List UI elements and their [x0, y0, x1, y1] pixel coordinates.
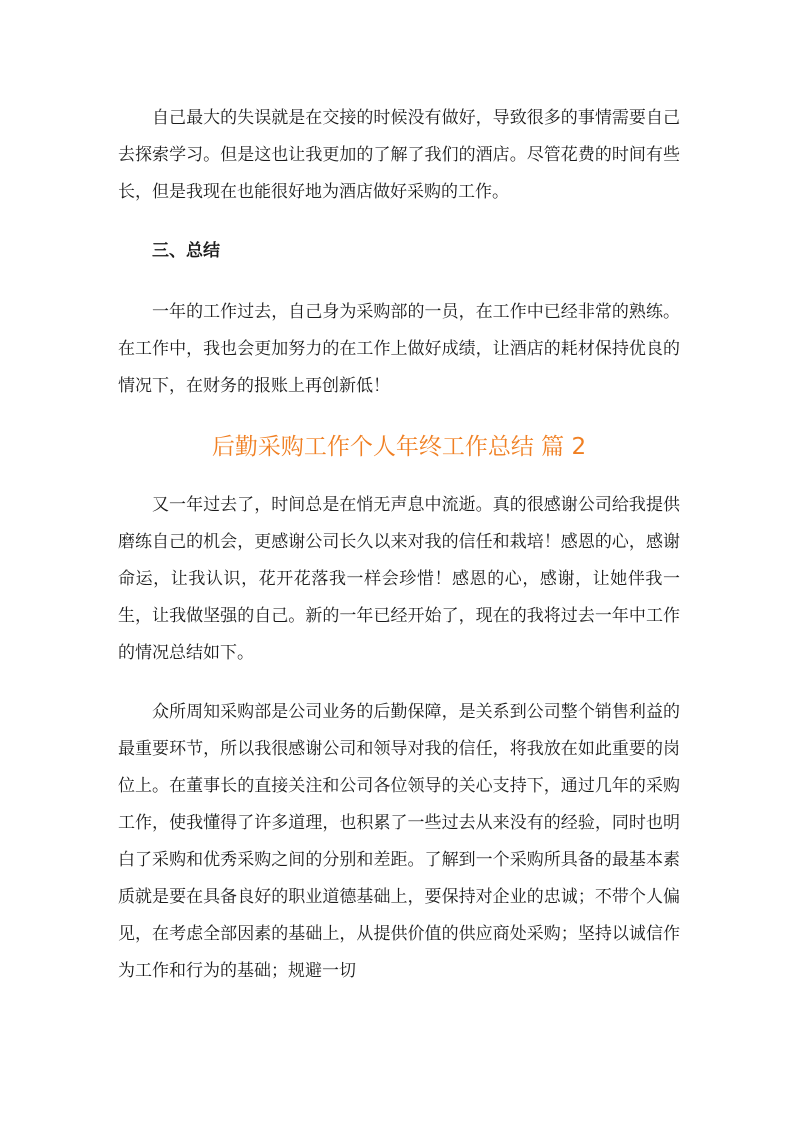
paragraph-lessons: 自己最大的失误就是在交接的时候没有做好，导致很多的事情需要自己去探索学习。但是这也让我更加的了解了我们的酒店。尽管花费的时间有些长，但是我现在也能很好地为酒店做好采购的工作。: [118, 108, 680, 202]
document-body: [118, 100, 680, 1012]
paragraph-procurement: 众所周知采购部是公司业务的后勤保障，是关系到公司整个销售利益的最重要环节，所以我很感谢公司和领导对我的信任，将我放在如此重要的岗位上。在董事长的直接关注和公司各位领导的关心支持下，通过几年的采购工作，使我懂得了许多道理，也积累了一些过去从来没有的经验，同时也明白了采购和优秀采购之间的分别和差距。了解到一个采购所具备的最基本素质就是要在具备良好的职业道德基础上，要保持对企业的忠诚；不带个人偏见，在考虑全部因素的基础上，从提供价值的供应商处采购；坚持以诚信作为工作和行为的基础；规避一切: [118, 702, 680, 981]
paragraph-summary: 一年的工作过去，自己身为采购部的一员，在工作中已经非常的熟练。在工作中，我也会更加努力的在工作上做好成绩，让酒店的耗材保持优良的情况下，在财务的报账上再创新低！: [118, 302, 680, 396]
section-title: 后勤采购工作个人年终工作总结 篇 2: [211, 434, 587, 460]
paragraph-intro: 又一年过去了，时间总是在悄无声息中流逝。真的很感谢公司给我提供磨练自己的机会，更感谢公司长久以来对我的信任和栽培！感恩的心，感谢命运，让我认识，花开花落我一样会珍惜！感恩的心，感谢，让她伴我一生，让我做坚强的自己。新的一年已经开始了，现在的我将过去一年中工作的情况总结如下。: [118, 495, 680, 663]
summary-heading: 三、总结: [152, 241, 220, 261]
